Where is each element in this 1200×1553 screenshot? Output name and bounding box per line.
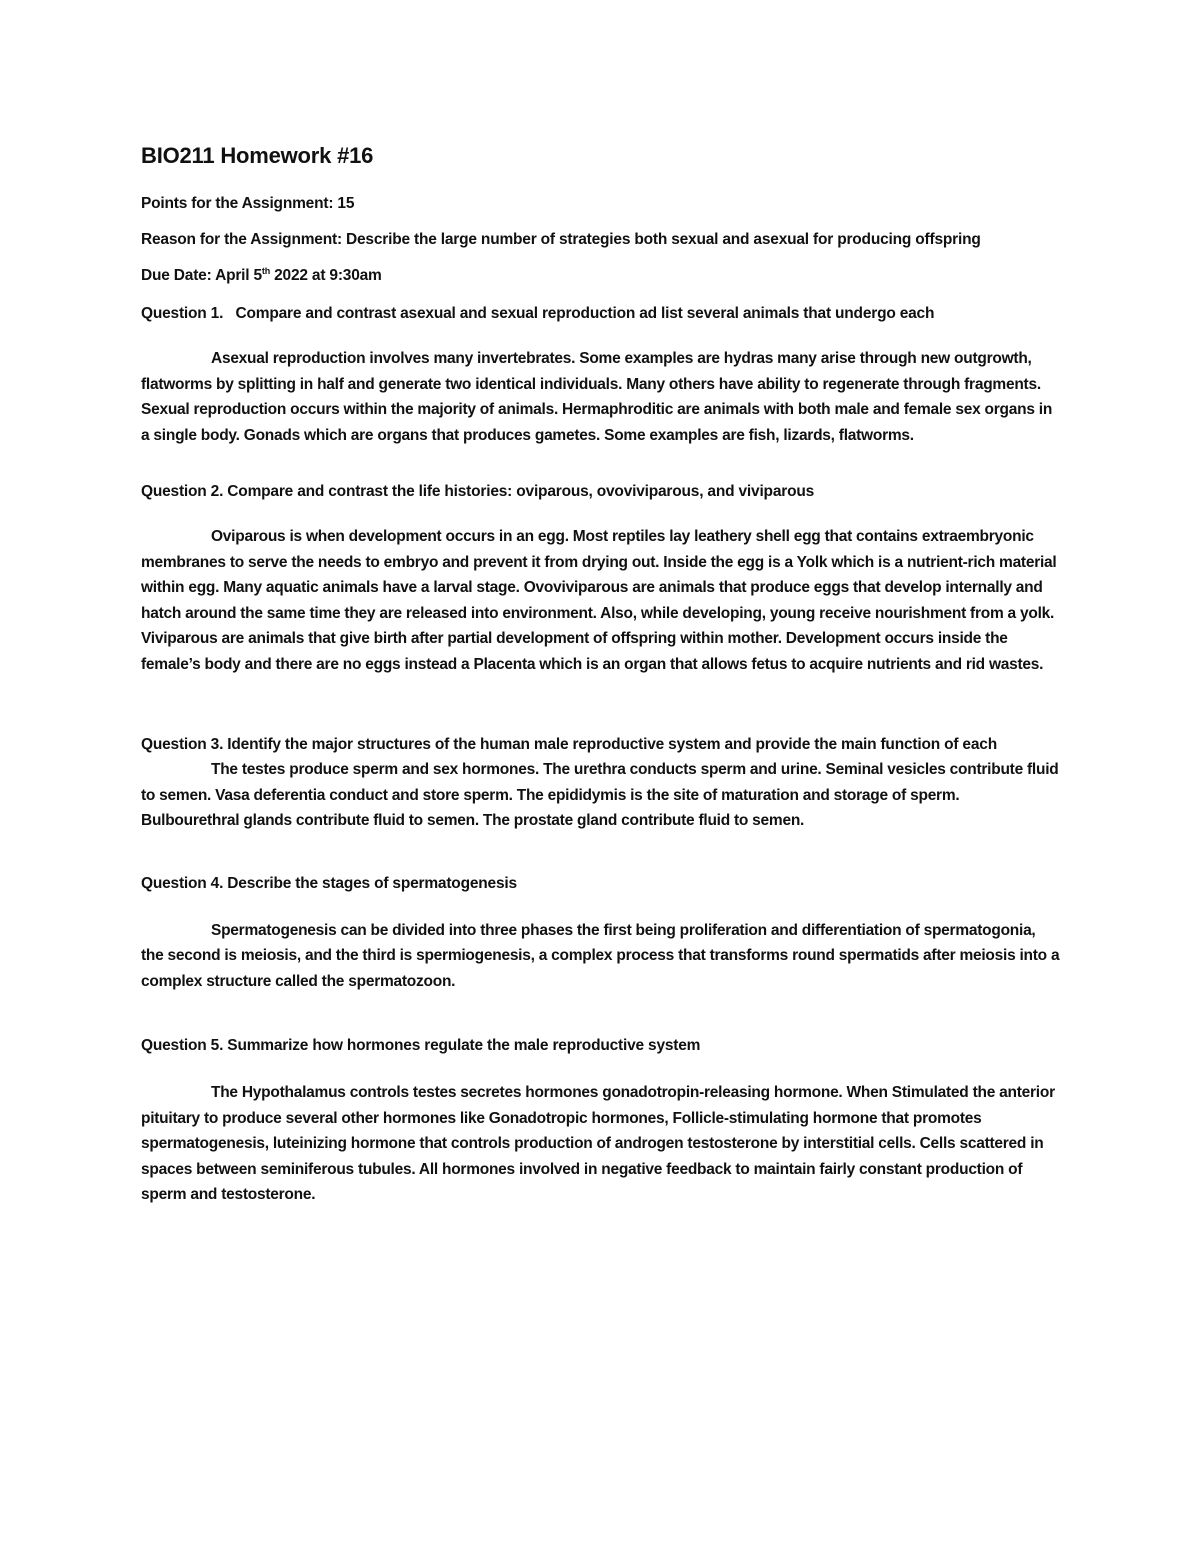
due-date-line [141, 264, 1061, 288]
question-1-answer: Asexual reproduction involves many invertebrates. Some examples are hydras many arise through new outgrowth, flatworms by splitting in half and generate two identical individuals. Many others have ability to regenerate through fragments. Sexual reproduction occurs within the majority of animals. Hermaphroditic are animals with both male and female sex organs in a single body. Gonads which are organs that produces gametes. Some examples are fish, lizards, flatworms. [141, 350, 1053, 444]
document-title: BIO211 Homework #16 [141, 143, 374, 168]
question-3-answer: The testes produce sperm and sex hormones. The urethra conducts sperm and urine. Seminal vesicles contribute fluid to semen. Vasa deferentia conduct and store sperm. The epididymis is the site of maturation and storage of sperm. Bulbourethral glands contribute fluid to semen. The prostate gland contribute fluid to semen. [141, 761, 1059, 829]
question-2-answer: Oviparous is when development occurs in an egg. Most reptiles lay leathery shell egg that contains extraembryonic membranes to serve the needs to embryo and prevent it from drying out. Inside the egg is a Yolk which is a nutrient-rich material within egg. Many aquatic animals have a larval stage. Ovoviviparous are animals that produce eggs that develop internally and hatch around the same time they are released into environment. Also, while developing, young receive nourishment from a yolk. Viviparous are animals that give birth after partial development of offspring within mother. Development occurs inside the female’s body and there are no eggs instead a Placenta which is an organ that allows fetus to acquire nutrients and rid wastes. [141, 528, 1057, 673]
due-date-superscript: th [261, 265, 271, 276]
document-body [141, 140, 1061, 1208]
question-2-label: Question 2. Compare and contrast the life histories: oviparous, ovoviviparous, and viviparous [141, 483, 815, 500]
due-date-prefix: Due Date: April 5 [141, 267, 262, 284]
points-line: Points for the Assignment: 15 [141, 195, 355, 212]
due-date-suffix: 2022 at 9:30am [270, 267, 382, 284]
question-4-answer: Spermatogenesis can be divided into three phases the first being proliferation and differentiation of spermatogonia, the second is meiosis, and the third is spermiogenesis, a complex process that transforms round spermatids after meiosis into a complex structure called the spermatozoon. [141, 921, 1060, 990]
question-4-label: Question 4. Describe the stages of spermatogenesis [141, 874, 517, 892]
question-5-answer: The Hypothalamus controls testes secretes hormones gonadotropin-releasing hormone. When Stimulated the anterior pituitary to produce several other hormones like Gonadotropic hormones, Follicle-stimulating hormone that promotes spermatogenesis, luteinizing hormone that controls production of androgen testosterone by interstitial cells. Cells scattered in spaces between seminiferous tubules. All hormones involved in negative feedback to maintain fairly constant production of sperm and testosterone. [141, 1084, 1055, 1203]
question-1-label: Question 1. Compare and contrast asexual and sexual reproduction ad list several animals that undergo each [141, 305, 935, 322]
question-3-label: Question 3. Identify the major structures of the human male reproductive system and provide the main function of each [141, 736, 997, 753]
question-5-label: Question 5. Summarize how hormones regulate the male reproductive system [141, 1037, 701, 1054]
reason-line: Reason for the Assignment: Describe the large number of strategies both sexual and asexual for producing offspring [141, 231, 981, 248]
